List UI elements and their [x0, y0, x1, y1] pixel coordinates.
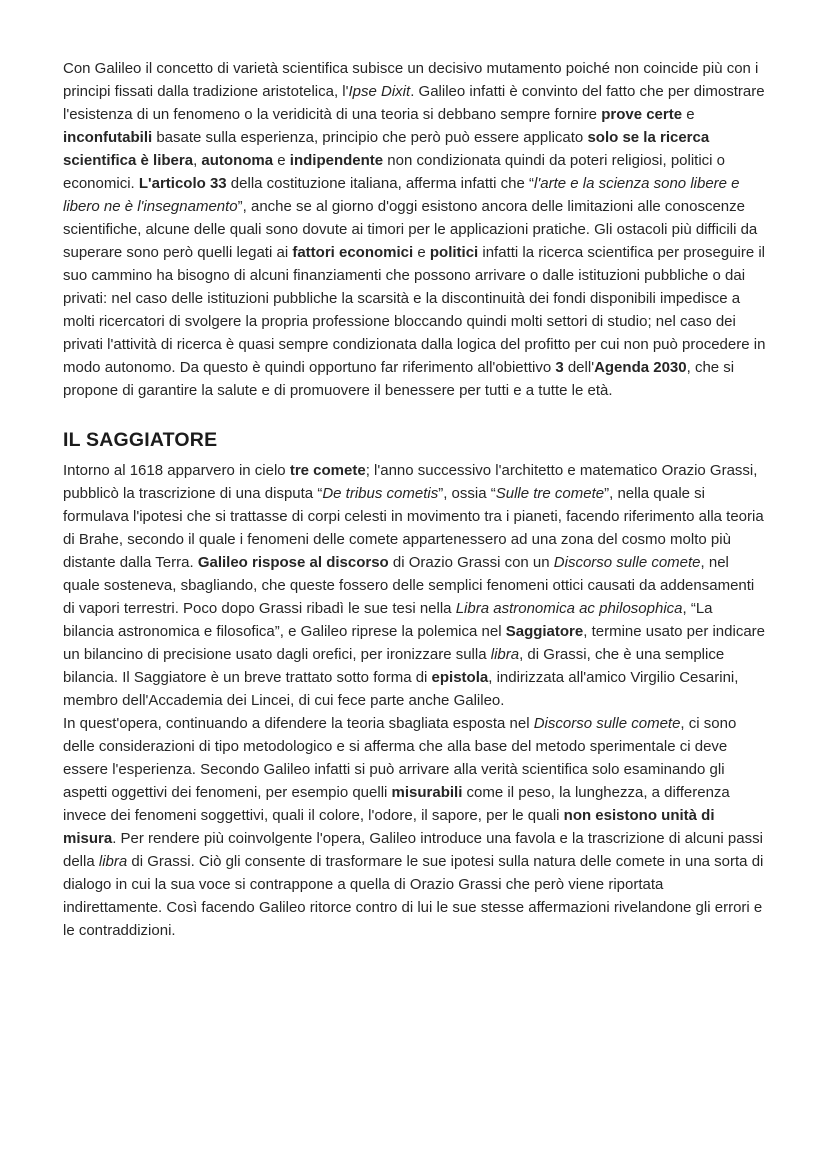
text-run: , nel quale sosteneva, sbagliando, che queste fossero delle semplici fenomeni ottici causati da addensamenti di vapori terrestri. Poco dopo Grassi ribadì le sue tesi nella: [63, 554, 755, 617]
text-run: tre comete: [289, 462, 366, 479]
text-run: ”, nella quale si formulava l'ipotesi che si trattasse di corpi celesti in movimento tra i pianeti, facendo riferimento alla teoria di Brahe, secondo il quale i fenomeni delle comete appartenessero ad una zona del cosmo molto più distante dalla Terra.: [63, 485, 764, 571]
text-run: indipendente: [289, 152, 384, 169]
methodology-paragraph: [63, 712, 766, 942]
text-run: Discorso sulle comete: [533, 715, 681, 732]
text-run: di Orazio Grassi con un: [388, 554, 554, 571]
text-run: De tribus cometis: [322, 485, 439, 502]
text-run: ,: [193, 152, 202, 169]
text-run: Saggiatore: [505, 623, 584, 640]
text-run: politici: [429, 244, 479, 261]
text-run: Agenda 2030: [594, 359, 687, 376]
text-run: libra: [490, 646, 520, 663]
text-run: Ipse Dixit: [348, 83, 411, 100]
text-run: 3: [555, 359, 564, 376]
text-run: autonoma: [201, 152, 274, 169]
text-run: , termine usato per indicare un bilancino di precisione usato dagli orefici, per ironizzare sulla: [63, 623, 766, 663]
text-run: di Grassi. Ciò gli consente di trasformare le sue ipotesi sulla natura delle comete in una sorta di dialogo in cui la sua voce si contrappone a quella di Orazio Grassi che però viene riportata indirettamente. Così facendo Galileo ritorce contro di lui le sue stesse affermazioni rivelandone gli errori e le contraddizioni.: [63, 853, 764, 939]
text-run: Discorso sulle comete: [553, 554, 701, 571]
text-run: epistola: [431, 669, 489, 686]
text-run: della costituzione italiana, afferma infatti che “: [226, 175, 535, 192]
text-run: non condizionata quindi da poteri religiosi, politici o economici.: [63, 152, 726, 192]
text-run: come il peso, la lunghezza, a differenza invece dei fenomeni soggettivi, quali il colore, l'odore, il sapore, per le quali: [63, 784, 730, 824]
text-run: inconfutabili: [63, 129, 153, 146]
text-run: , che si propone di garantire la salute e di promuovere il benessere per tutti e a tutte le età.: [63, 359, 735, 399]
text-run: non esistono unità di misura: [63, 807, 715, 847]
intro-paragraph: [63, 57, 766, 402]
text-run: In quest'opera, continuando a difendere la teoria sbagliata esposta nel: [63, 715, 534, 732]
text-run: misurabili: [391, 784, 463, 801]
text-run: e: [682, 106, 695, 123]
text-run: Con Galileo il concetto di varietà scientifica subisce un decisivo mutamento poiché non coincide più con i principi fissati dalla tradizione aristotelica, l': [63, 60, 759, 100]
saggiatore-paragraph: [63, 459, 766, 712]
section-heading-il-saggiatore: IL SAGGIATORE: [63, 429, 218, 451]
text-run: fattori economici: [292, 244, 414, 261]
text-run: libra: [98, 853, 128, 870]
text-run: basate sulla esperienza, principio che però può essere applicato: [152, 129, 588, 146]
text-run: dell': [563, 359, 595, 376]
text-run: prove certe: [601, 106, 683, 123]
text-run: ”, ossia “: [438, 485, 496, 502]
text-run: , ci sono delle considerazioni di tipo metodologico e si afferma che alla base del metodo sperimentale ci deve essere l'esperienza. Secondo Galileo infatti si può arrivare alla verità scientifica solo esaminando gli aspetti oggettivi dei fenomeni, per esempio quelli: [63, 715, 737, 801]
text-run: Intorno al 1618 apparvero in cielo: [63, 462, 290, 479]
text-run: , “La bilancia astronomica e filosofica”, e Galileo riprese la polemica nel: [63, 600, 713, 640]
text-run: , indirizzata all'amico Virgilio Cesarini, membro dell'Accademia dei Lincei, di cui fece parte anche Galileo.: [63, 669, 739, 709]
text-run: ; l'anno successivo l'architetto e matematico Orazio Grassi, pubblicò la trascrizione di una disputa “: [63, 462, 758, 502]
text-run: , di Grassi, che è una semplice bilancia. Il Saggiatore è un breve trattato sotto forma di: [63, 646, 725, 686]
text-run: L'articolo 33: [138, 175, 227, 192]
text-run: Sulle tre comete: [495, 485, 605, 502]
text-run: Galileo rispose al discorso: [197, 554, 389, 571]
text-run: infatti la ricerca scientifica per proseguire il suo cammino ha bisogno di alcuni finanziamenti che possono arrivare o dalle istituzioni pubbliche o dai privati: nel caso delle istituzioni pubbliche la scarsità e la discontinuità dei fondi disponibili impedisce a molti ricercatori di svolgere la propria professione bloccando quindi molti settori di studio; nel caso dei privati l'attività di ricerca è quasi sempre condizionata dalla logica del profitto per cui non può procedere in modo autonomo. Da questo è quindi opportuno far riferimento all'obiettivo: [63, 244, 766, 376]
text-run: . Galileo infatti è convinto del fatto che per dimostrare l'esistenza di un fenomeno o la veridicità di una teoria si debbano sempre fornire: [63, 83, 765, 123]
text-run: l'arte e la scienza sono libere e libero ne è l'insegnamento: [63, 175, 740, 215]
text-run: e: [413, 244, 430, 261]
text-run: . Per rendere più coinvolgente l'opera, Galileo introduce una favola e la trascrizione di alcuni passi della: [63, 830, 763, 870]
text-run: e: [273, 152, 290, 169]
text-run: solo se la ricerca scientifica è libera: [63, 129, 710, 169]
text-run: Libra astronomica ac philosophica: [455, 600, 683, 617]
text-run: ”, anche se al giorno d'oggi esistono ancora delle limitazioni alle conoscenze scientifiche, alcune delle quali sono dovute ai timori per le applicazioni pratiche. Gli ostacoli più difficili da superare sono però quelli legati ai: [63, 198, 758, 261]
